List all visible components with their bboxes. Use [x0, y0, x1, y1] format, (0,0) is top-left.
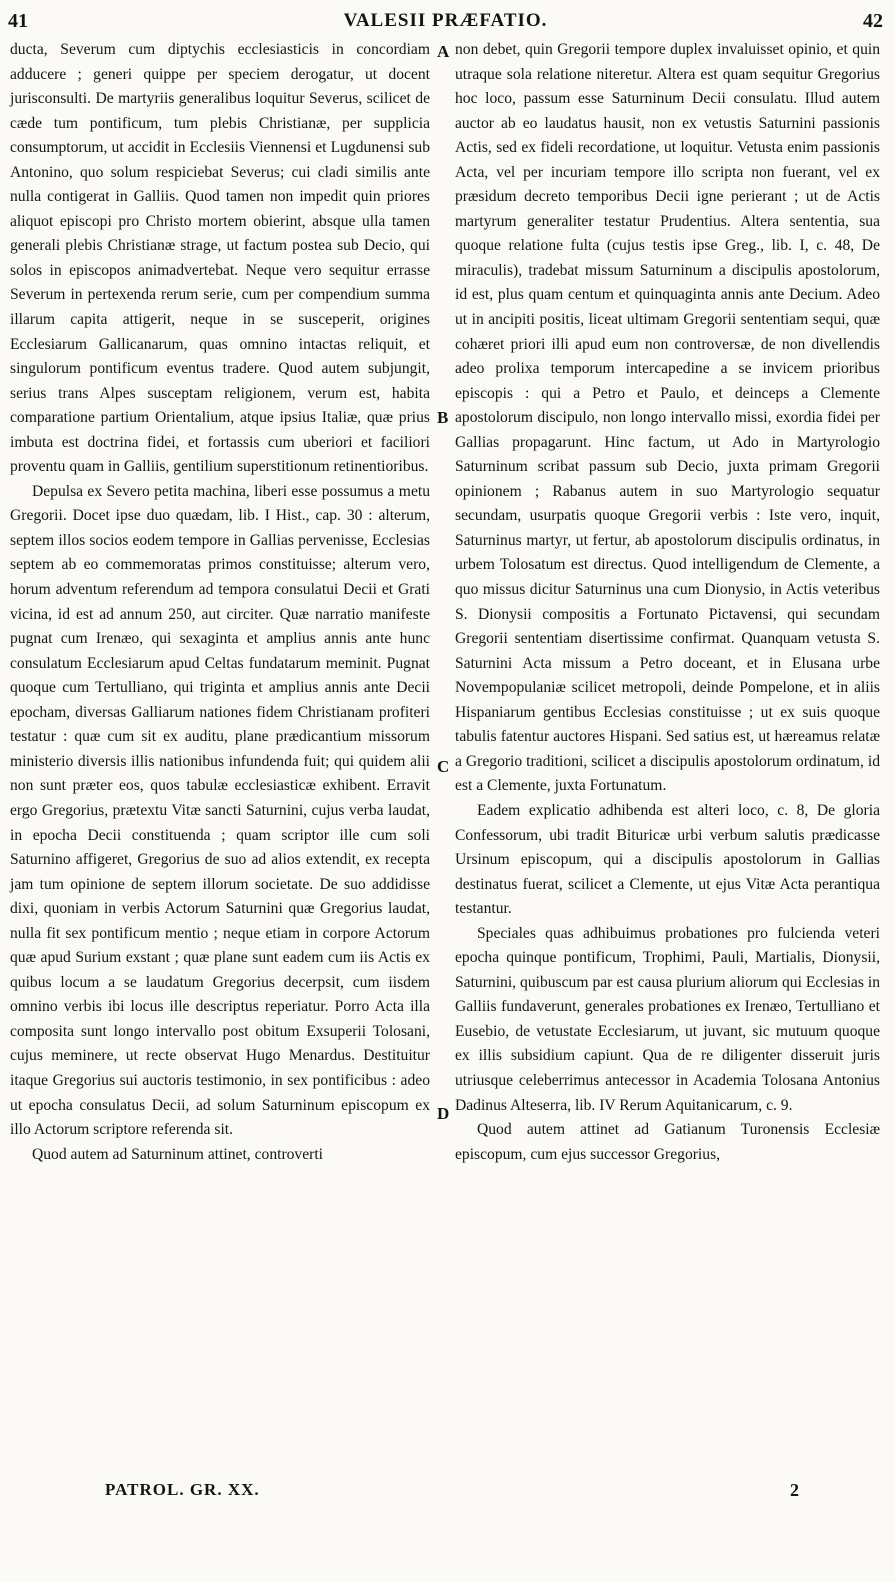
paragraph: ducta, Severum cum diptychis ecclesiasticis in concordiam adducere ; generi quippe per speciem derogatur, ut docent jurisconsulti. De martyriis generalibus loquitur Severus, scilicet de cæde tum pontificum, tum plebis Christianæ, per supplicia consumptorum, ut accidit in Ecclesiis Viennensi et Lugdunensi sub Antonino, quo solum respiciebat Severus; cui cladi similis ante nulla contigerat in Galliis. Quod tamen non impedit quin priores aliquot episcopi pro Christo mortem obierint, absque ulla tamen generali plebis Christianæ strage, ut factum postea sub Decio, qui solos in episcopos animadvertebat. Neque vero sequitur errasse Severum in pertexenda rerum serie, cum per compendium summa illarum capita attigerit, neque in se susceperit, origines Ecclesiarum Gallicanarum, quas omnino intactas reliquit, et singulorum pontificum eventus tradere. Quod autem subjungit, serius trans Alpes susceptam religionem, verum est, habita comparatione partium Orientalium, atque ipsius Italiæ, quæ prius imbuta est doctrina fidei, et fortassis cum uberiori et faciliori proventu quam in Galliis, gentilium superstitionum retinentioribus. [10, 41, 430, 476]
running-title: VALESII PRÆFATIO. [343, 10, 548, 31]
paragraph: Quod autem ad Saturninum attinet, controverti [32, 1145, 324, 1163]
left-column [10, 38, 430, 1167]
paragraph: Quod autem attinet ad Gatianum Turonensis Ecclesiæ episcopum, cum ejus successor Gregorius, [455, 1121, 880, 1163]
margin-letter-a: A [437, 42, 450, 61]
paragraph: Depulsa ex Severo petita machina, liberi esse possumus a metu Gregorii. Docet ipse duo quædam, lib. I Hist., cap. 30 : alterum, septem illos socios eodem tempore in Gallias pervenisse, Ecclesias septem ab eo commemoratas primos constituisse; alterum vero, horum adventum referendum ad tempora consulatui Decii et Grati vicina, id est ad annum 250, aut circiter. Quæ narratio manifeste pugnat cum Irenæo, qui sexaginta et amplius annis ante hunc consulatum Ecclesiarum apud Celtas fundatarum meminit. Pugnat quoque cum Tertulliano, qui triginta et amplius annis ante Decii epocham, diversas Galliarum nationes fidem Christianam profiteri testatur : quæ cum sit ex auditu, plane prædicantium missorum ministerio diversis illis nationibus infundenda fuit; qui quidem alii non sunt præter eos, quos tabulæ ecclesiasticæ exhibent. Erravit ergo Gregorius, prætextu Vitæ sancti Saturnini, cujus verba laudat, in epocha Decii constituenda ; quam scriptor ille cum soli Saturnino affigeret, Gregorius de suo ad alios extendit, ex recepta jam tum opinione de septem illorum societate. De suo addidisse dixi, quoniam in verbis Actorum Saturnini quæ Gregorius laudat, nulla fit sex pontificum mentio ; neque etiam in corpore Actorum quæ apud Surium exstant ; quæ plane sunt eadem cum iis Actis ex quibus locum a se laudatum Gregorius decerpsit, cum iisdem omnino verbis ibi locus ille descriptus reperiatur. Porro Acta illa composita sunt longo intervallo post obitum Exsuperii Tolosani, cujus meminere, ut recte observat Hugo Menardus. Destituitur itaque Gregorius sui auctoris testimonio, in sex pontificibus : adeo ut epocha consulatus Decii, ad solum Saturninum episcopum ex illo Actorum scriptore referenda sit. [10, 482, 430, 1139]
margin-letter-c: C [437, 757, 450, 776]
signature-mark: PATROL. GR. XX. [105, 1480, 260, 1499]
margin-letter-d: D [437, 1104, 450, 1123]
paragraph: non debet, quin Gregorii tempore duplex invaluisset opinio, et quin utraque sola relatione niteretur. Altera est quam sequitur Gregorius hoc loco, passum esse Saturninum Decii consulatu. Illud autem auctor ab eo laudatus hausit, non ex vetustis Saturnini passionis Actis, sed ex fideli recordatione, ut loquitur. Vetusta enim passionis Acta, vel per incuriam tempore illo scripta non fuerant, vel ex præsidum decreto temporibus Decii igne perierant ; ut de Actis martyrum generaliter testatur Prudentius. Altera sententia, sua quoque relatione fulta (cujus testis ipse Greg., lib. I, c. 48, De miraculis), tradebat missum Saturninum a discipulis apostolorum, id est, plus quam centum et quinquaginta annis ante Decium. Adeo ut in ancipiti positis, liceat ultimam Gregorii sententiam sequi, quæ cohæret priori illi apud eum non controversæ, de non divellendis adeo prolixa temporum intercapedine a se invicem prioribus episcopis : qui a Petro et Paulo, et deinceps a Clemente apostolorum discipulo, non longo intervallo missi, exordia fidei per Gallias propagarunt. Hinc factum, ut Ado in Martyrologio Saturninum scribat passum sub Decio, juxta primam Gregorii opinionem ; Rabanus autem in suo Martyrologio sequatur secundam, usurpatis quoque Gregorii verbis : Iste vero, inquit, Saturninus martyr, ut fertur, ab apostolorum discipulis ordinatus, in urbem Tolosatum est directus. Quod intelligendum de Clemente, a quo missus dicitur Saturninus una cum Dionysio, in Actis veteribus S. Dionysii compositis a Fortunato Pictavensi, qui secundam Gregorii sententiam disertissime confirmat. Quanquam vetusta S. Saturnini Acta missum a Petro doceant, et in Elusana urbe Novempopulaniæ scilicet metropoli, deinde Pompelone, et in aliis Hispaniarum gentibus Ecclesias constituisse ; ut ex suis quoque tabulis fatentur auctores Hispani. Sed satius est, ut hæreamus relatæ a Gregorio traditioni, scilicet a discipulis apostolorum ordinatum, id est a Clemente, juxta Fortunatum. [455, 41, 880, 795]
running-header [8, 6, 883, 36]
page-number-left: 41 [8, 10, 28, 32]
paragraph: Speciales quas adhibuimus probationes pro fulcienda veteri epocha quinque pontificum, Trophimi, Pauli, Martialis, Dionysii, Saturnini, quibuscum par est causa plurium aliorum qui Ecclesias in Galliis fundaverunt, generales probationes ex Irenæo, Tertulliano et Eusebio, de vetustate Ecclesiarum, ut juvant, sic mutuum quoque ex illis subsidium capiunt. Qua de re diligenter disseruit juris utriusque celeberrimus antecessor in Academia Tolosana Antonius Dadinus Alteserra, lib. IV Rerum Aquitanicarum, c. 9. [455, 924, 880, 1114]
paragraph: Eadem explicatio adhibenda est alteri loco, c. 8, De gloria Confessorum, ubi tradit Bituricæ urbi verbum salutis prædicasse Ursinum episcopum, qui a discipulis apostolorum in Gallias destinatus fuerat, scilicet a Clemente, ut ejus Vitæ Acta perantiqua testantur. [455, 801, 880, 918]
right-column [455, 38, 880, 1167]
margin-letter-b: B [437, 408, 449, 427]
signature-number: 2 [790, 1480, 799, 1500]
page-number-right: 42 [863, 10, 883, 32]
